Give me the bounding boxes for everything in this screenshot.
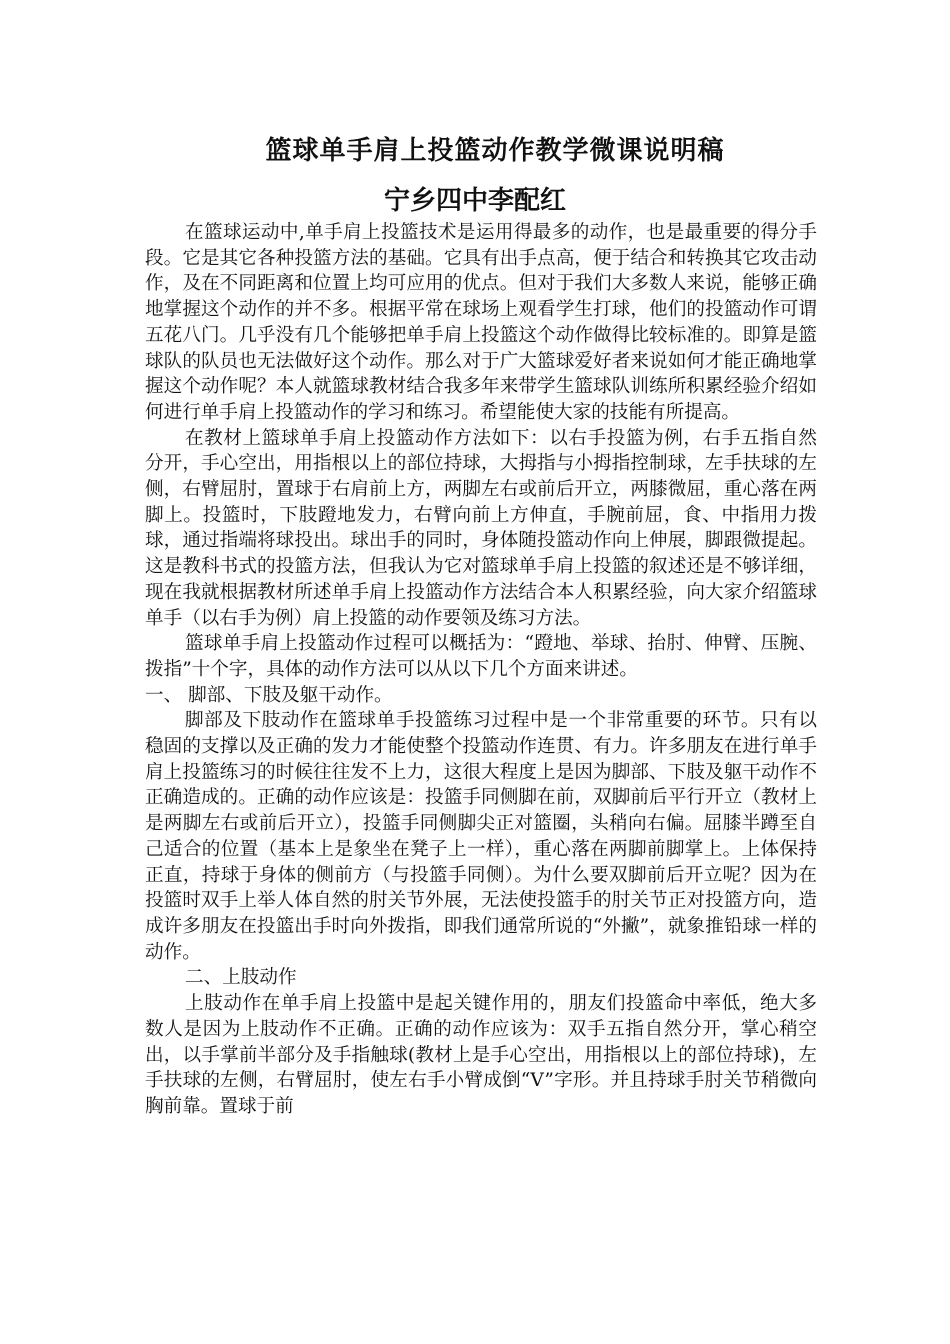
paragraph-intro: 在篮球运动中,单手肩上投篮技术是运用得最多的动作，也是最重要的得分手段。它是其它各种投篮方法的基础。它具有出手点高，便于结合和转换其它攻击动作，及在不同距离和位置上均可应用的优点。但对于我们大多数人来说，能够正确地掌握这个动作的并不多。根据平常在球场上观看学生打球，他们的投篮动作可谓五花八门。几乎没有几个能够把单手肩上投篮这个动作做得比较标准的。即算是篮球队的队员也无法做好这个动作。那么对于广大篮球爱好者来说如何才能正确地掌握这个动作呢？本人就篮球教材结合我多年来带学生篮球队训练所积累经验介绍如何进行单手肩上投篮动作的学习和练习。希望能使大家的技能有所提高。 — [145, 222, 817, 423]
section-heading-feet: 一、 脚部、下肢及躯干动作。 — [145, 684, 393, 706]
document-author: 宁乡四中李配红 — [383, 186, 566, 216]
document-body — [145, 220, 817, 1120]
paragraph-upper-limb: 上肢动作在单手肩上投篮中是起关键作用的，朋友们投篮命中率低，绝大多数人是因为上肢动作不正确。正确的动作应该为：双手五指自然分开，掌心稍空出，以手掌前半部分及手指触球(教材上是手心空出，用指根以上的部位持球)，左手扶球的左侧，右臂屈肘，使左右手小臂成倒“V”字形。并且持球手肘关节稍微向胸前靠。置球于前 — [145, 993, 817, 1117]
paragraph-summary: 篮球单手肩上投篮动作过程可以概括为：“蹬地、举球、抬肘、伸臂、压腕、拨指”十个字，具体的动作方法可以从以下几个方面来讲述。 — [145, 633, 817, 680]
section-heading-upper-limb: 二、上肢动作 — [185, 967, 297, 989]
paragraph-feet: 脚部及下肢动作在篮球单手投篮练习过程中是一个非常重要的环节。只有以稳固的支撑以及正确的发力才能使整个投篮动作连贯、有力。许多朋友在进行单手肩上投篮练习的时候往往发不上力，这很大程度上是因为脚部、下肢及躯干动作不正确造成的。正确的动作应该是：投篮手同侧脚在前，双脚前后平行开立（教材上是两脚左右或前后开立），投篮手同侧脚尖正对篮圈，头稍向右偏。屈膝半蹲至自己适合的位置（基本上是象坐在凳子上一样），重心落在两脚前脚掌上。上体保持正直，持球于身体的侧前方（与投篮手同侧）。为什么要双脚前后开立呢？因为在投篮时双手上举人体自然的肘关节外展，无法使投篮手的肘关节正对投篮方向，造成许多朋友在投篮出手时向外拨指，即我们通常所说的“外撇”，就象推铅球一样的动作。 — [145, 710, 817, 963]
paragraph-textbook-method: 在教材上篮球单手肩上投篮动作方法如下：以右手投篮为例，右手五指自然分开，手心空出，用指根以上的部位持球，大拇指与小拇指控制球，左手扶球的左侧，右臂屈肘，置球于右肩前上方，两脚左右或前后开立，两膝微屈，重心落在两脚上。投篮时，下肢蹬地发力，右臂向前上方伸直，手腕前屈，食、中指用力拨球，通过指端将球投出。球出手的同时，身体随投篮动作向上伸展，脚跟微提起。这是教科书式的投篮方法，但我认为它对篮球单手肩上投篮的叙述还是不够详细，现在我就根据教材所述单手肩上投篮动作方法结合本人积累经验，向大家介绍篮球单手（以右手为例）肩上投篮的动作要领及练习方法。 — [145, 427, 817, 629]
document-title: 篮球单手肩上投篮动作教学微课说明稿 — [265, 136, 725, 166]
